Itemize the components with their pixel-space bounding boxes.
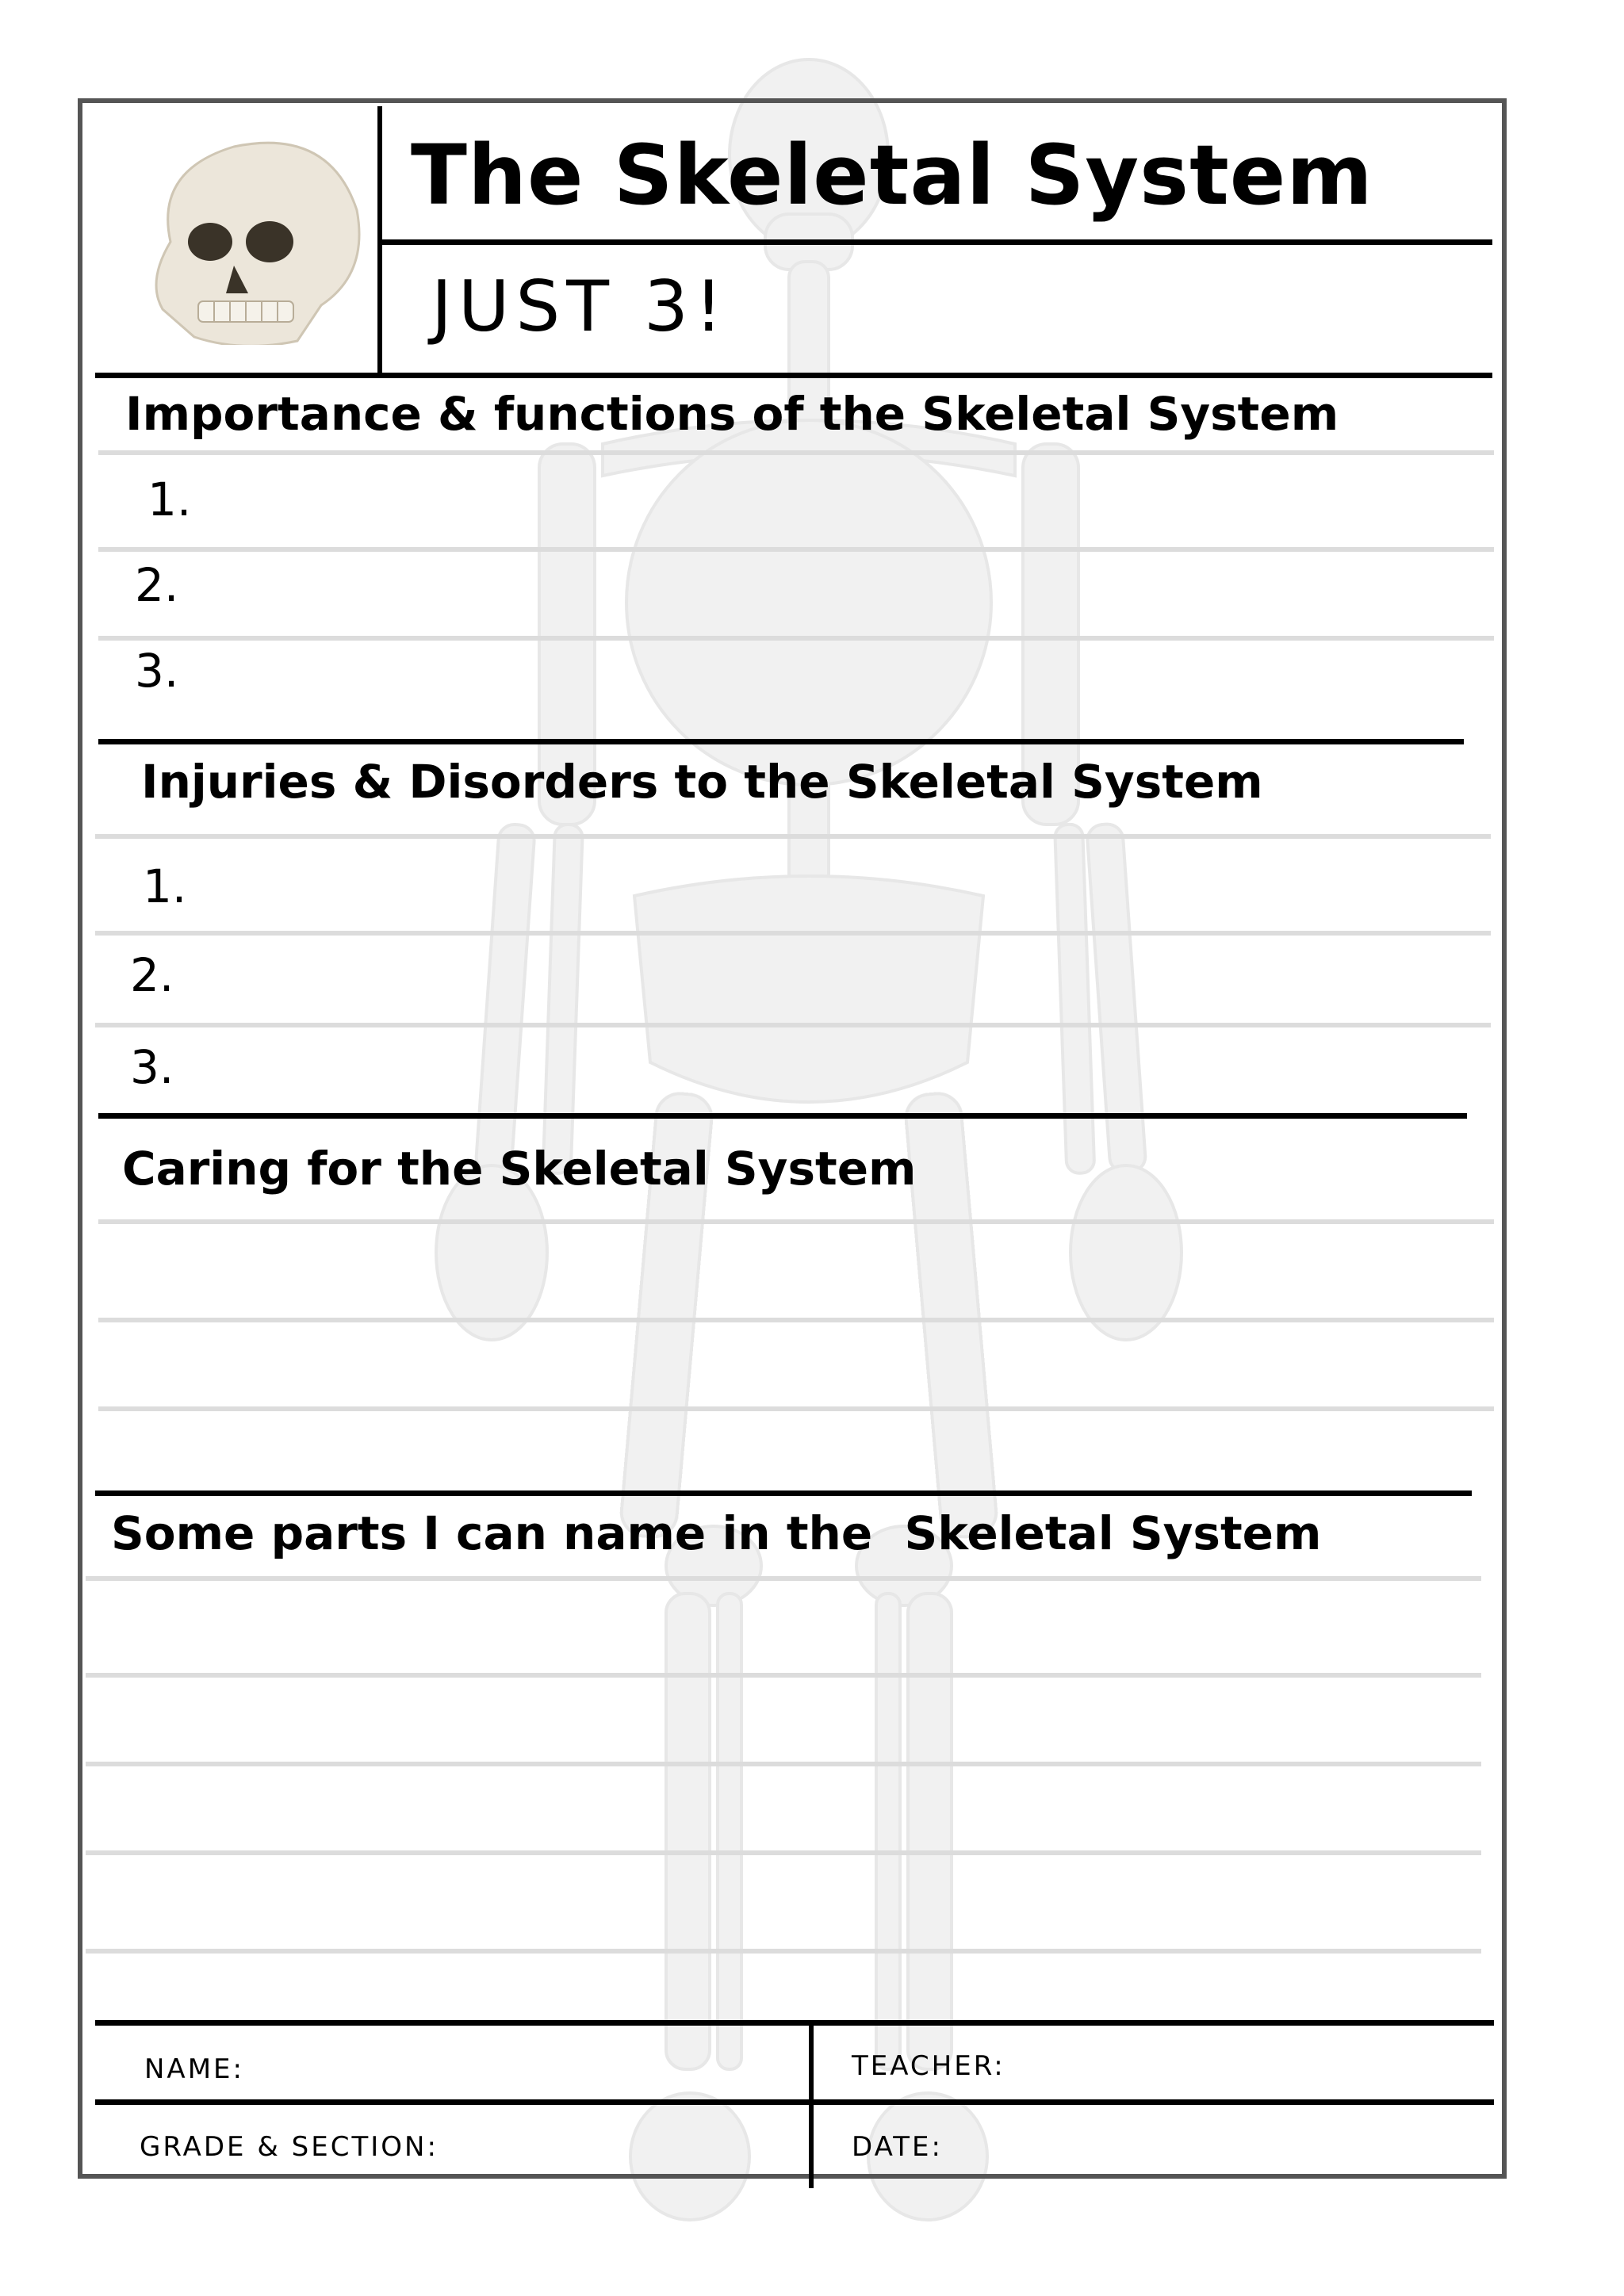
section-rule: [98, 739, 1464, 744]
grade-section-label: GRADE & SECTION:: [140, 2131, 439, 2163]
header-bottom-rule: [95, 373, 1492, 378]
writing-line: [98, 636, 1494, 641]
section-rule: [98, 1113, 1467, 1119]
list-number: 1.: [143, 859, 187, 913]
list-number: 2.: [135, 558, 179, 612]
writing-line: [98, 1219, 1494, 1224]
writing-line: [98, 1406, 1494, 1411]
date-label: DATE:: [852, 2131, 943, 2163]
writing-line: [98, 450, 1494, 455]
writing-line: [95, 931, 1491, 936]
writing-line: [95, 1023, 1491, 1027]
section-rule: [95, 1490, 1472, 1496]
footer-top-rule: [95, 2020, 1494, 2026]
skull-image: [139, 123, 369, 345]
importance-section-title: Importance & functions of the Skeletal System: [125, 387, 1339, 441]
writing-line: [86, 1850, 1481, 1855]
writing-line: [86, 1762, 1481, 1766]
writing-line: [86, 1576, 1481, 1581]
parts-section-title: Some parts I can name in the Skeletal System: [111, 1506, 1322, 1560]
injuries-section-title: Injuries & Disorders to the Skeletal System: [141, 755, 1263, 809]
caring-section-title: Caring for the Skeletal System: [122, 1142, 917, 1196]
page-title: The Skeletal System: [411, 127, 1373, 224]
writing-line: [95, 834, 1491, 839]
writing-line: [86, 1949, 1481, 1954]
page-subtitle: JUST 3!: [431, 266, 730, 347]
list-number: 3.: [135, 644, 179, 698]
name-label: NAME:: [144, 2053, 244, 2085]
writing-line: [86, 1673, 1481, 1678]
list-number: 2.: [130, 948, 174, 1002]
list-number: 3.: [130, 1040, 174, 1094]
title-rule: [381, 239, 1492, 245]
writing-line: [98, 547, 1494, 552]
writing-line: [98, 1318, 1494, 1322]
footer-middle-rule: [95, 2099, 1494, 2105]
list-number: 1.: [147, 473, 192, 526]
teacher-label: TEACHER:: [852, 2050, 1005, 2082]
